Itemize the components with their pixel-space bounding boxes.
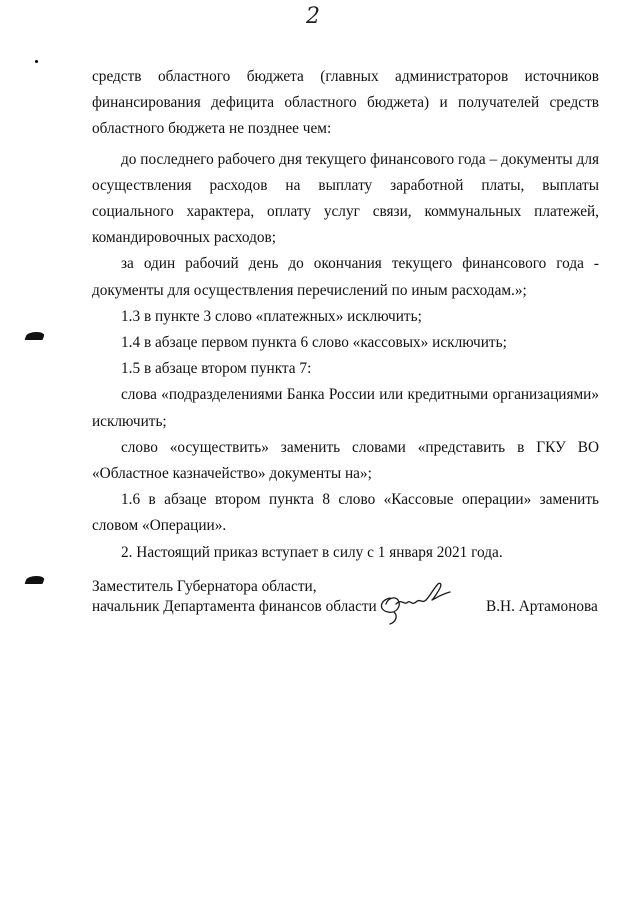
signatory-title-line1: Заместитель Губернатора области, xyxy=(92,578,317,595)
document-body xyxy=(92,64,599,566)
paragraph-continuation: средств областного бюджета (главных администраторов источников финансирования дефицита областного бюджета) и получателей средств областного бюджета не позднее чем: xyxy=(92,68,599,138)
paragraph-item-1-3: 1.3 в пункте 3 слово «платежных» исключить; xyxy=(121,307,422,325)
page-number: 2 xyxy=(306,4,320,29)
paragraph-item-1-5-words: слова «подразделениями Банка России или кредитными организациями» исключить; xyxy=(92,386,599,430)
handwritten-signature xyxy=(376,576,456,628)
binding-hole-mark-top xyxy=(25,332,46,340)
paragraph-item-2: 2. Настоящий приказ вступает в силу с 1 января 2021 года. xyxy=(121,543,503,561)
scan-speck xyxy=(35,60,38,63)
paragraph-item-1-6: 1.6 в абзаце втором пункта 8 слово «Кассовые операции» заменить словом «Операции». xyxy=(92,491,599,535)
paragraph-item-1-5: 1.5 в абзаце втором пункта 7: xyxy=(121,360,312,378)
signatory-title-line2: начальник Департамента финансов области xyxy=(92,598,377,615)
binding-hole-mark-bottom xyxy=(25,576,46,584)
paragraph-salary-deadline: до последнего рабочего дня текущего финансового года – документы для осуществления расходов на выплату заработной платы, выплаты социального характера, оплату услуг связи, коммунальных платежей, командировочных расходов; xyxy=(92,150,599,247)
signatory-name: В.Н. Артамонова xyxy=(486,598,598,615)
paragraph-other-expenses-deadline: за один рабочий день до окончания текущего финансового года - документы для осуществления перечислений по иным расходам.»; xyxy=(92,255,599,299)
paragraph-item-1-4: 1.4 в абзаце первом пункта 6 слово «кассовых» исключить; xyxy=(121,334,507,352)
signature-block xyxy=(92,577,602,617)
paragraph-item-1-5-word: слово «осуществить» заменить словами «представить в ГКУ ВО «Областное казначейство» документы на»; xyxy=(92,438,599,483)
